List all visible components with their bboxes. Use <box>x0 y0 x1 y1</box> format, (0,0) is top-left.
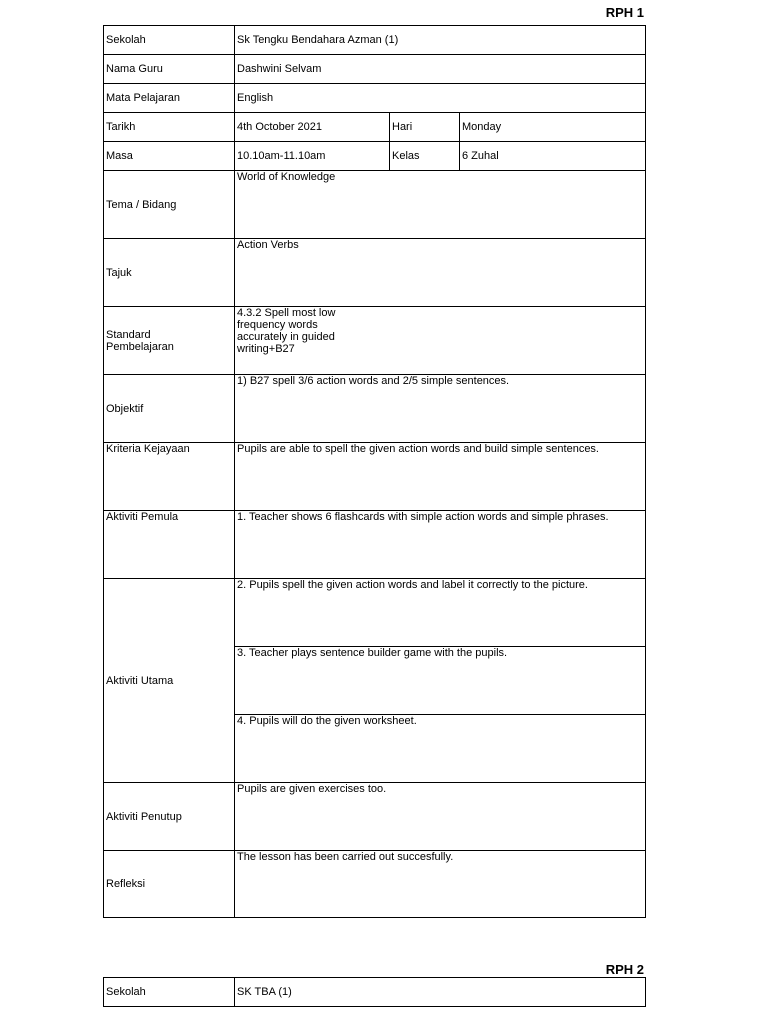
objektif-value: 1) B27 spell 3/6 action words and 2/5 simple sentences. <box>235 375 646 443</box>
aktiviti-utama-label: Aktiviti Utama <box>104 579 235 783</box>
aktiviti-penutup-label: Aktiviti Penutup <box>104 783 235 851</box>
tarikh-value: 4th October 2021 <box>235 113 390 142</box>
row-standard <box>104 307 646 375</box>
masa-label: Masa <box>104 142 235 171</box>
standard-value: 4.3.2 Spell most low frequency words accurately in guided writing+B27 <box>235 307 646 375</box>
aktiviti-pemula-value: 1. Teacher shows 6 flashcards with simple action words and simple phrases. <box>235 511 646 579</box>
objektif-label: Objektif <box>104 375 235 443</box>
kriteria-label: Kriteria Kejayaan <box>104 443 235 511</box>
rph1-title: RPH 1 <box>605 5 644 20</box>
aktiviti-utama-value-3: 4. Pupils will do the given worksheet. <box>235 715 646 783</box>
hari-label: Hari <box>390 113 460 142</box>
row-tajuk <box>104 239 646 307</box>
aktiviti-utama-value-2: 3. Teacher plays sentence builder game with the pupils. <box>235 647 646 715</box>
masa-value: 10.10am-11.10am <box>235 142 390 171</box>
aktiviti-penutup-value: Pupils are given exercises too. <box>235 783 646 851</box>
row-tarikh <box>104 113 646 142</box>
sekolah-value-rph2: SK TBA (1) <box>235 978 646 1007</box>
rph2-title: RPH 2 <box>605 962 644 977</box>
tajuk-label: Tajuk <box>104 239 235 307</box>
row-nama-guru <box>104 55 646 84</box>
mata-pelajaran-label: Mata Pelajaran <box>104 84 235 113</box>
sekolah-label-rph2: Sekolah <box>104 978 235 1007</box>
lesson-plan-table-rph1 <box>103 25 646 918</box>
sekolah-label: Sekolah <box>104 26 235 55</box>
refleksi-value: The lesson has been carried out succesfully. <box>235 851 646 918</box>
row-mata-pelajaran <box>104 84 646 113</box>
row-masa <box>104 142 646 171</box>
kelas-value: 6 Zuhal <box>460 142 646 171</box>
row-sekolah-rph2 <box>104 978 646 1007</box>
kelas-label: Kelas <box>390 142 460 171</box>
row-aktiviti-utama-1 <box>104 579 646 647</box>
row-sekolah <box>104 26 646 55</box>
nama-guru-value: Dashwini Selvam <box>235 55 646 84</box>
tema-label: Tema / Bidang <box>104 171 235 239</box>
aktiviti-utama-value-1: 2. Pupils spell the given action words and label it correctly to the picture. <box>235 579 646 647</box>
mata-pelajaran-value: English <box>235 84 646 113</box>
refleksi-label: Refleksi <box>104 851 235 918</box>
row-tema <box>104 171 646 239</box>
sekolah-value: Sk Tengku Bendahara Azman (1) <box>235 26 646 55</box>
row-aktiviti-pemula <box>104 511 646 579</box>
standard-label: Standard Pembelajaran <box>104 307 235 375</box>
row-refleksi <box>104 851 646 918</box>
lesson-plan-table-rph2 <box>103 977 646 1007</box>
row-kriteria <box>104 443 646 511</box>
tarikh-label: Tarikh <box>104 113 235 142</box>
aktiviti-pemula-label: Aktiviti Pemula <box>104 511 235 579</box>
tajuk-value: Action Verbs <box>235 239 646 307</box>
tema-value: World of Knowledge <box>235 171 646 239</box>
row-aktiviti-penutup <box>104 783 646 851</box>
kriteria-value: Pupils are able to spell the given action words and build simple sentences. <box>235 443 646 511</box>
hari-value: Monday <box>460 113 646 142</box>
row-objektif <box>104 375 646 443</box>
nama-guru-label: Nama Guru <box>104 55 235 84</box>
